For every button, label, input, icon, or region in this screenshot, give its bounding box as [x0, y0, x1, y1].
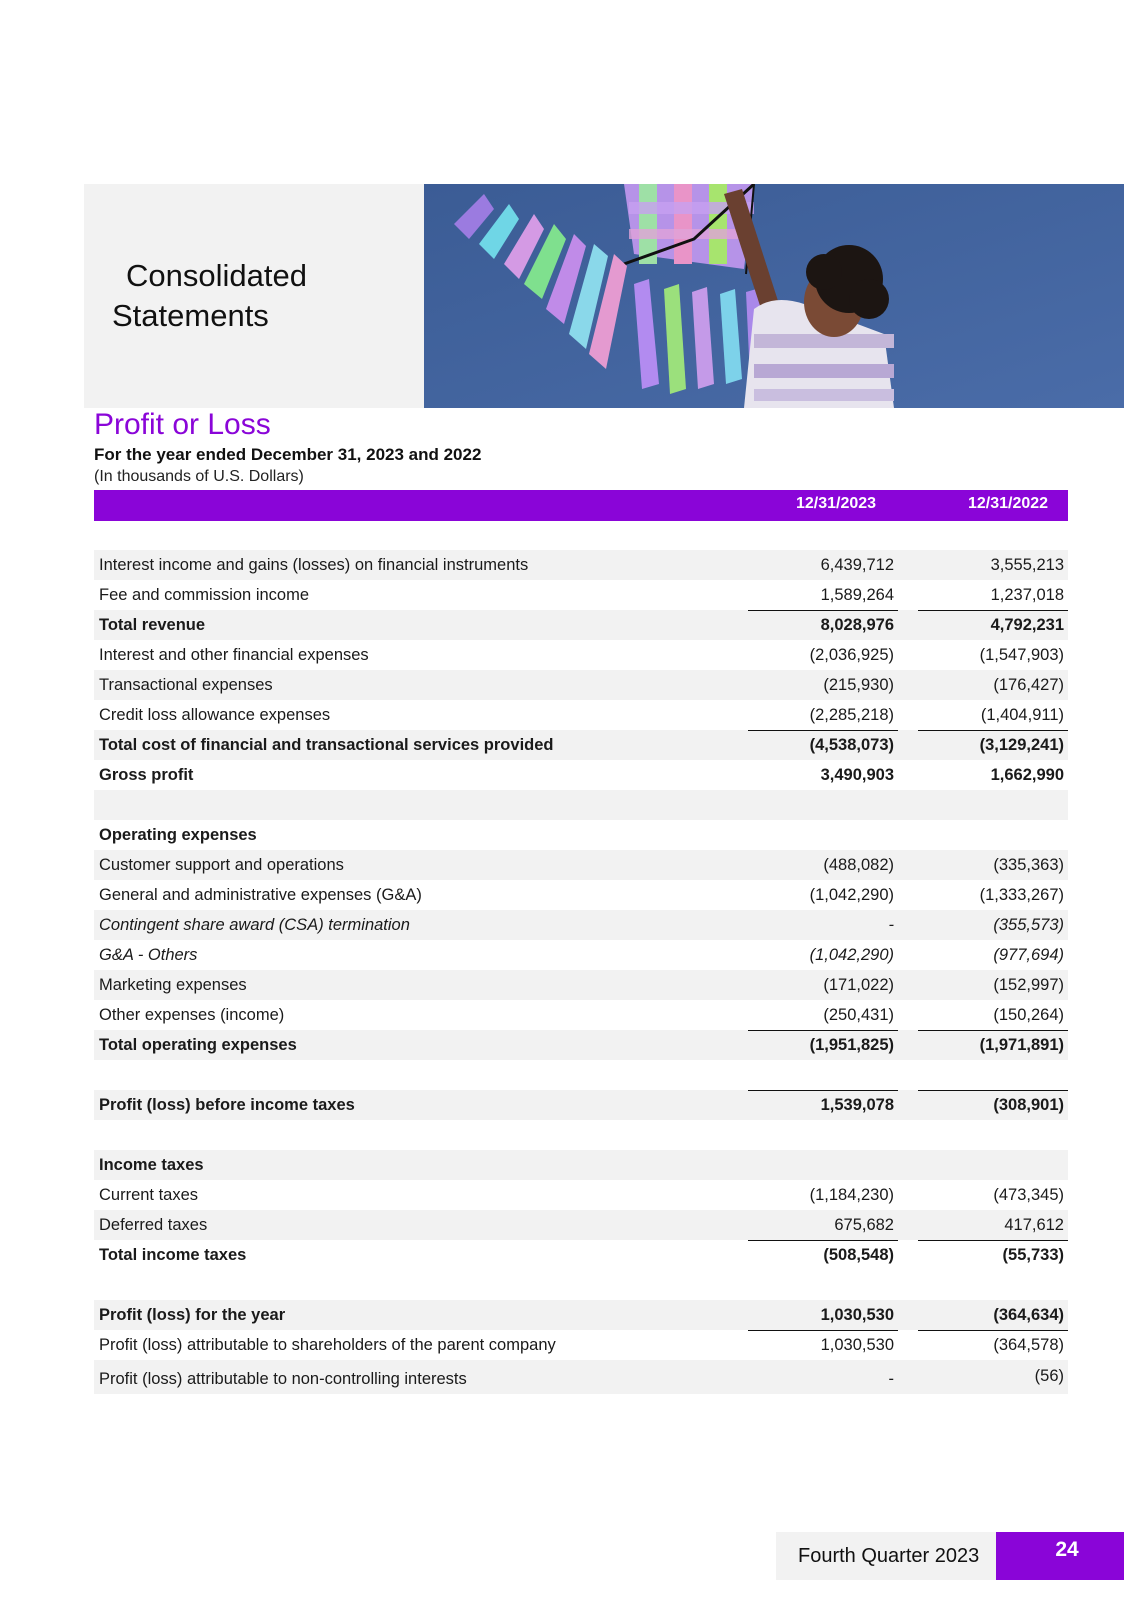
- table-row: [94, 1000, 1068, 1030]
- value-2023: (4,538,073): [748, 730, 898, 759]
- page-title: [112, 256, 307, 336]
- table-row: [94, 880, 1068, 910]
- value-2023: 1,030,530: [748, 1330, 898, 1359]
- table-row: [94, 550, 1068, 580]
- value-2022: (1,404,911): [980, 706, 1064, 724]
- row-label: Interest income and gains (losses) on financial instruments: [99, 556, 529, 574]
- table-row: [94, 1330, 1068, 1360]
- value-2023: 3,490,903: [820, 766, 894, 784]
- value-2023: 8,028,976: [748, 610, 898, 639]
- value-2022: 417,612: [1004, 1216, 1064, 1234]
- row-label: Total income taxes: [99, 1246, 247, 1264]
- value-2023: (1,042,290): [809, 886, 894, 904]
- row-label: Total revenue: [99, 616, 206, 634]
- row-label: Current taxes: [99, 1186, 199, 1204]
- row-label: Customer support and operations: [99, 856, 344, 874]
- value-2022: 3,555,213: [990, 556, 1064, 574]
- row-label: Operating expenses: [99, 826, 257, 844]
- value-2022: (364,634): [993, 1306, 1064, 1324]
- row-label: Profit (loss) attributable to shareholders of the parent company: [99, 1336, 556, 1354]
- spacer-row: [94, 1120, 1068, 1150]
- value-2022: (364,578): [918, 1330, 1068, 1359]
- row-label: General and administrative expenses (G&A): [99, 886, 422, 904]
- table-row-heading: [94, 820, 1068, 850]
- table-row-total: [94, 610, 1068, 640]
- value-2023: (1,184,230): [809, 1186, 894, 1204]
- value-2022: (1,333,267): [979, 886, 1064, 904]
- row-label: Total cost of financial and transactional services provided: [99, 736, 554, 754]
- value-2022: (1,547,903): [979, 646, 1064, 664]
- value-2023: (1,042,290): [809, 946, 894, 964]
- units-note: (In thousands of U.S. Dollars): [94, 468, 304, 485]
- row-label: G&A - Others: [99, 946, 198, 964]
- row-label: Profit (loss) for the year: [99, 1306, 286, 1324]
- row-label: Marketing expenses: [99, 976, 247, 994]
- value-2023: (250,431): [823, 1006, 894, 1024]
- value-2023: (1,951,825): [748, 1030, 898, 1059]
- value-2022: (3,129,241): [918, 730, 1068, 759]
- value-2023: 1,539,078: [748, 1090, 898, 1119]
- row-label: Gross profit: [99, 766, 194, 784]
- title-line-2: Statements: [112, 298, 269, 333]
- value-2022: (355,573): [993, 916, 1064, 934]
- row-label: Total operating expenses: [99, 1036, 297, 1054]
- value-2022: (1,971,891): [918, 1030, 1068, 1059]
- table-row: [94, 970, 1068, 1000]
- value-2022: (176,427): [993, 676, 1064, 694]
- table-row-total: [94, 1090, 1068, 1120]
- table-row: [94, 850, 1068, 880]
- value-2022: (335,363): [993, 856, 1064, 874]
- section-title: Profit or Loss: [94, 408, 271, 441]
- row-label: Profit (loss) attributable to non-controlling interests: [99, 1370, 467, 1388]
- value-2023: 1,589,264: [820, 586, 894, 604]
- page-number: 24: [1055, 1538, 1079, 1561]
- table-row: [94, 1180, 1068, 1210]
- table-header: [94, 490, 1068, 521]
- row-label: Contingent share award (CSA) termination: [99, 916, 410, 934]
- spacer-row: [94, 1270, 1068, 1300]
- title-line-1: Consolidated: [126, 258, 307, 293]
- row-label: Profit (loss) before income taxes: [99, 1096, 355, 1114]
- value-2023: 6,439,712: [820, 556, 894, 574]
- value-2023: 675,682: [834, 1216, 894, 1234]
- table-row: [94, 1210, 1068, 1240]
- table-row-total: [94, 1030, 1068, 1060]
- value-2022: (152,997): [993, 976, 1064, 994]
- value-2022: (55,733): [918, 1240, 1068, 1269]
- table-row-total: [94, 1300, 1068, 1330]
- table-row-heading: [94, 1150, 1068, 1180]
- row-label: Fee and commission income: [99, 586, 310, 604]
- value-2023: (171,022): [823, 976, 894, 994]
- row-label: Credit loss allowance expenses: [99, 706, 331, 724]
- table-row-total: [94, 760, 1068, 790]
- table-row: [94, 580, 1068, 610]
- value-2022: (150,264): [993, 1006, 1064, 1024]
- hero-title-panel: [84, 184, 424, 408]
- value-2022: (473,345): [993, 1186, 1064, 1204]
- value-2023: (2,285,218): [809, 706, 894, 724]
- value-2023: (215,930): [823, 676, 894, 694]
- table-row: [94, 640, 1068, 670]
- table-row-total: [94, 730, 1068, 760]
- value-2022: 1,662,990: [990, 766, 1064, 784]
- table-row-total: [94, 1240, 1068, 1270]
- value-2023: 1,030,530: [820, 1306, 894, 1324]
- column-header-2022: 12/31/2022: [967, 495, 1049, 512]
- value-2023: (508,548): [748, 1240, 898, 1269]
- row-label: Deferred taxes: [99, 1216, 208, 1234]
- hero-photo: [424, 184, 1124, 408]
- value-2023: -: [888, 916, 894, 934]
- table-row: [94, 940, 1068, 970]
- kite-photo-illustration: [424, 184, 1124, 408]
- spacer-row: [94, 790, 1068, 820]
- value-2023: (2,036,925): [809, 646, 894, 664]
- value-2023: -: [888, 1370, 894, 1388]
- column-header-2023: 12/31/2023: [795, 495, 877, 512]
- value-2022: (308,901): [918, 1090, 1068, 1119]
- row-label: Interest and other financial expenses: [99, 646, 369, 664]
- value-2022: 1,237,018: [990, 586, 1064, 604]
- page-number-box: [996, 1532, 1124, 1580]
- table-row: [94, 700, 1068, 730]
- value-2022: (56): [1034, 1367, 1064, 1385]
- value-2023: (488,082): [823, 856, 894, 874]
- value-2022: 4,792,231: [918, 610, 1068, 639]
- profit-loss-table: [94, 550, 1068, 1394]
- report-period: Fourth Quarter 2023: [798, 1545, 980, 1567]
- period-subtitle: For the year ended December 31, 2023 and 2022: [94, 445, 482, 464]
- footer-report-label: [776, 1532, 996, 1580]
- row-label: Transactional expenses: [99, 676, 273, 694]
- table-row: [94, 670, 1068, 700]
- row-label: Other expenses (income): [99, 1006, 285, 1024]
- value-2022: (977,694): [993, 946, 1064, 964]
- table-row: [94, 1360, 1068, 1394]
- table-row: [94, 910, 1068, 940]
- spacer-row: [94, 1060, 1068, 1090]
- row-label: Income taxes: [99, 1156, 204, 1174]
